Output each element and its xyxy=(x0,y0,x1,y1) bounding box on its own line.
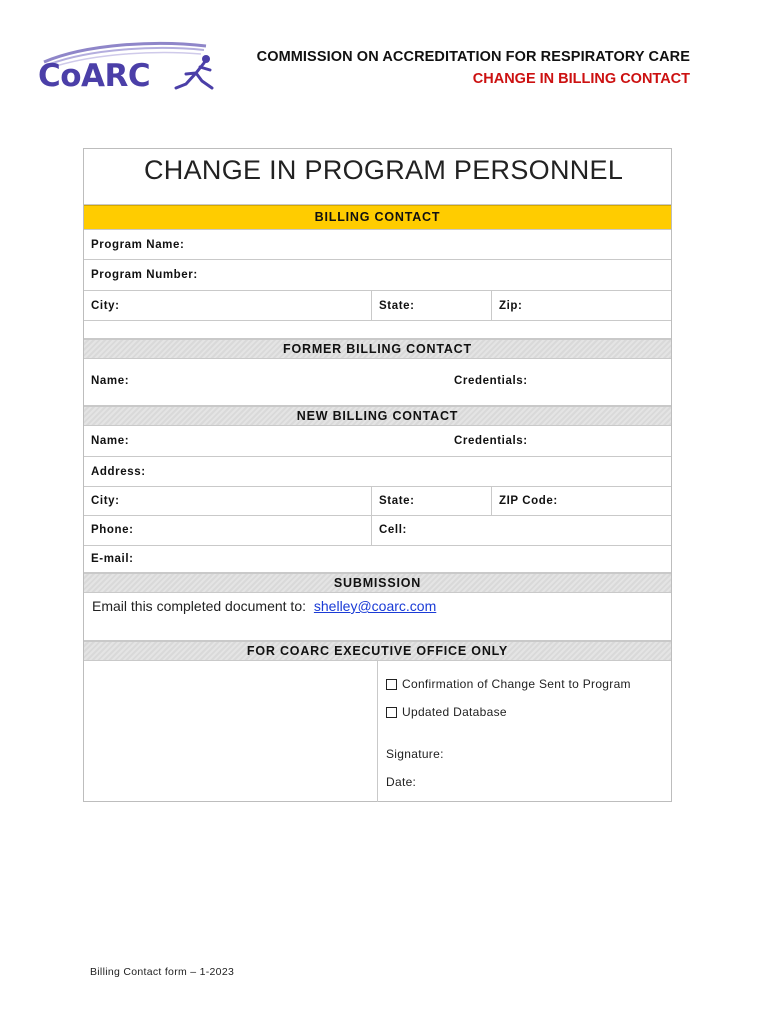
former-credentials-label: Credentials: xyxy=(454,375,528,387)
address-row[interactable] xyxy=(84,457,671,487)
date-label: Date: xyxy=(386,775,417,789)
email-label: E-mail: xyxy=(91,553,134,565)
signature-label: Signature: xyxy=(386,747,444,761)
submission-instruction-text: Email this completed document to: xyxy=(92,598,306,614)
confirmation-checkbox[interactable] xyxy=(386,679,397,690)
billing-state-label: State: xyxy=(379,300,415,312)
phone-row xyxy=(84,516,671,546)
divider xyxy=(371,291,372,321)
program-number-row[interactable] xyxy=(84,260,671,291)
title-row xyxy=(84,149,671,205)
divider xyxy=(377,661,378,802)
spacer-row xyxy=(84,321,671,339)
database-checkbox-item[interactable] xyxy=(386,705,507,719)
phone-label: Phone: xyxy=(91,524,134,536)
submission-heading: SUBMISSION xyxy=(84,573,671,593)
new-credentials-label: Credentials: xyxy=(454,435,528,447)
new-name-row[interactable] xyxy=(84,426,671,457)
program-name-label: Program Name: xyxy=(91,239,185,251)
runner-figure-icon xyxy=(176,55,212,88)
former-name-label: Name: xyxy=(91,375,130,387)
organization-name: COMMISSION ON ACCREDITATION FOR RESPIRATORY CARE xyxy=(256,49,690,65)
former-name-row[interactable] xyxy=(84,359,671,406)
new-city-row xyxy=(84,487,671,516)
email-row[interactable] xyxy=(84,546,671,573)
logo-text: CoARC xyxy=(38,58,151,94)
former-contact-heading: FORMER BILLING CONTACT xyxy=(84,339,671,359)
form-title: CHANGE IN PROGRAM PERSONNEL xyxy=(144,155,624,185)
confirmation-checkbox-item[interactable] xyxy=(386,677,631,691)
document-subtitle: CHANGE IN BILLING CONTACT xyxy=(472,71,690,87)
billing-zip-label: Zip: xyxy=(499,300,523,312)
office-only-heading: FOR COARC EXECUTIVE OFFICE ONLY xyxy=(84,641,671,661)
new-contact-heading: NEW BILLING CONTACT xyxy=(84,406,671,426)
billing-contact-heading: BILLING CONTACT xyxy=(84,205,671,230)
program-name-row[interactable] xyxy=(84,230,671,260)
footer-text: Billing Contact form – 1-2023 xyxy=(90,966,235,978)
billing-city-label: City: xyxy=(91,300,120,312)
divider xyxy=(491,291,492,321)
personnel-change-form xyxy=(83,148,672,802)
cell-label: Cell: xyxy=(379,524,407,536)
database-label: Updated Database xyxy=(402,705,507,719)
submission-row xyxy=(84,593,671,641)
submission-email-link[interactable]: shelley@coarc.com xyxy=(313,598,437,614)
coarc-logo xyxy=(36,40,218,100)
new-zip-label: ZIP Code: xyxy=(499,495,558,507)
billing-city-row xyxy=(84,291,671,321)
new-name-label: Name: xyxy=(91,435,130,447)
program-number-label: Program Number: xyxy=(91,269,198,281)
database-checkbox[interactable] xyxy=(386,707,397,718)
confirmation-label: Confirmation of Change Sent to Program xyxy=(402,677,631,691)
divider xyxy=(491,487,492,516)
new-city-label: City: xyxy=(91,495,120,507)
new-state-label: State: xyxy=(379,495,415,507)
address-label: Address: xyxy=(91,466,146,478)
